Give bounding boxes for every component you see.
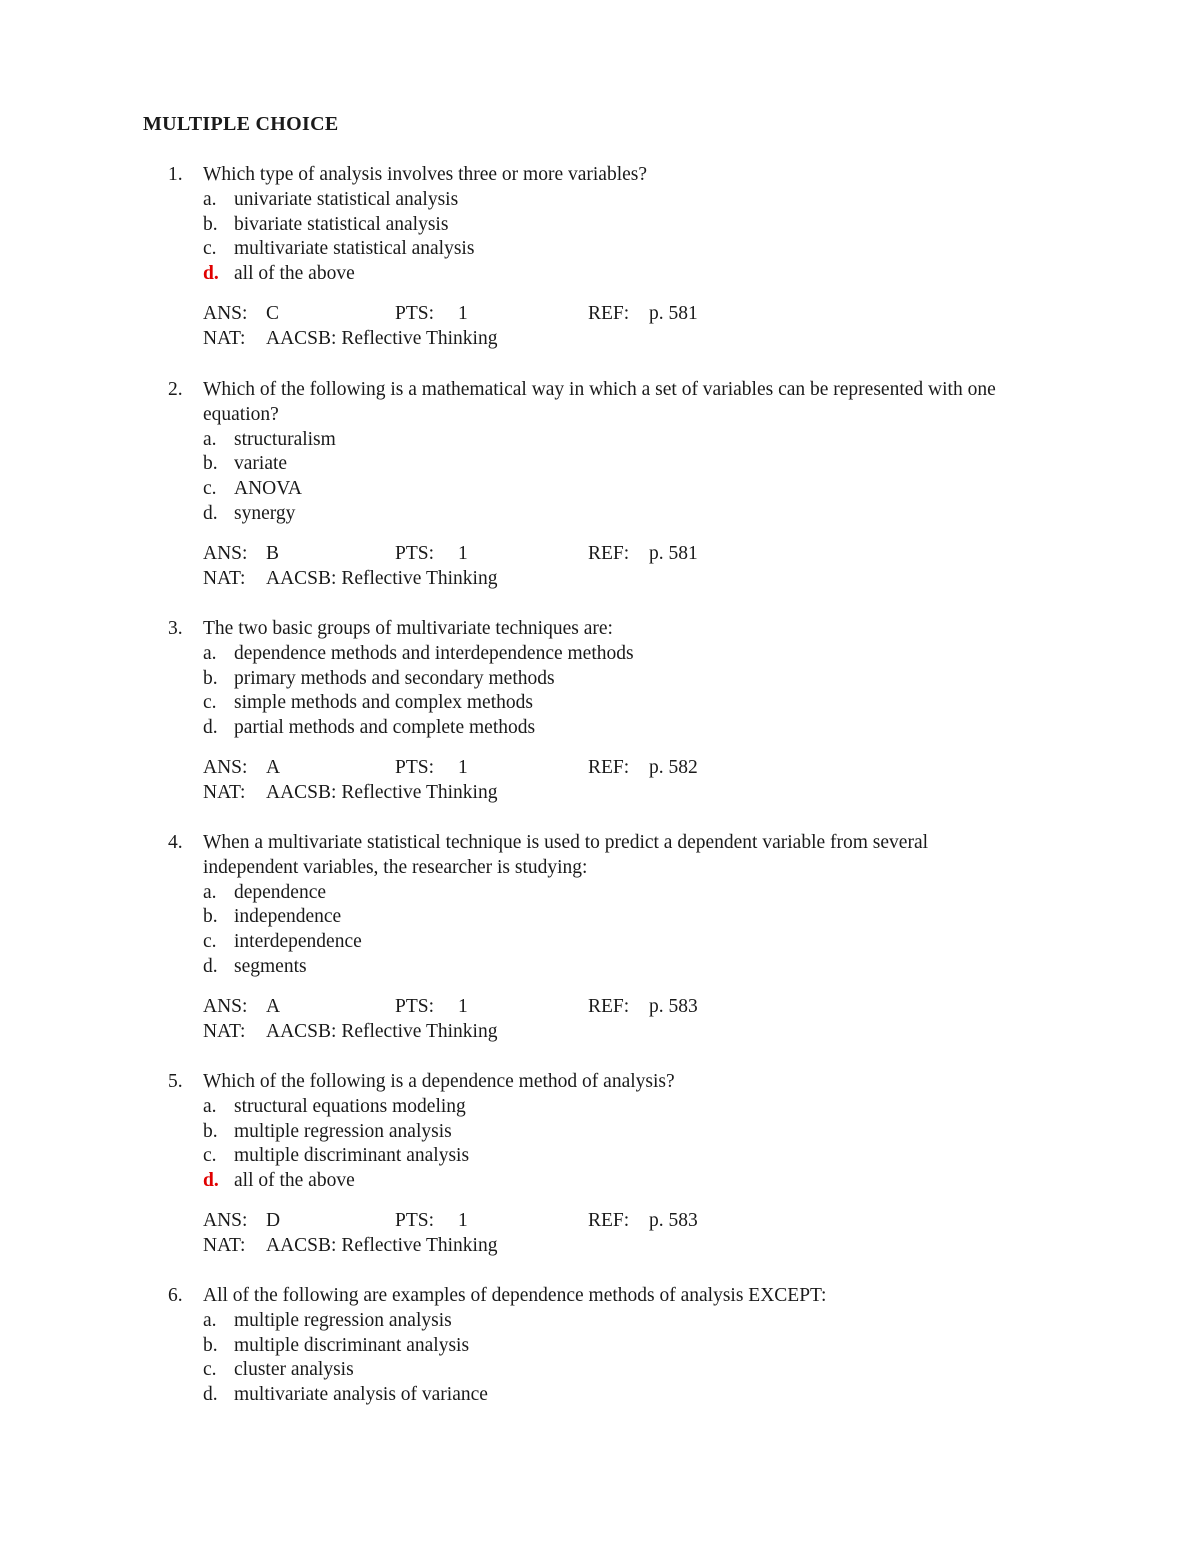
- question-number: 6.: [168, 1285, 183, 1306]
- question-text: [203, 1069, 1103, 1094]
- pts-label: PTS:: [395, 542, 435, 564]
- question-text-line: All of the following are examples of dependence methods of analysis EXCEPT:: [203, 1285, 827, 1306]
- ref-value: p. 583: [649, 995, 698, 1017]
- nat-value: AACSB: Reflective Thinking: [266, 1020, 498, 1042]
- answer-metadata: [203, 541, 903, 591]
- nat-value: AACSB: Reflective Thinking: [266, 781, 498, 803]
- option-letter: a.: [203, 188, 217, 210]
- ref-label: REF:: [588, 542, 630, 564]
- option-text: multiple discriminant analysis: [234, 1145, 470, 1167]
- option-text: dependence methods and interdependence methods: [234, 642, 634, 664]
- nat-value: AACSB: Reflective Thinking: [266, 567, 498, 589]
- option-letter: c.: [203, 692, 217, 714]
- question-number: 1.: [168, 164, 183, 185]
- option-text: segments: [234, 955, 307, 977]
- ans-value: A: [266, 995, 281, 1017]
- ans-label: ANS:: [203, 302, 248, 324]
- ref-label: REF:: [588, 756, 630, 778]
- ans-label: ANS:: [203, 756, 248, 778]
- option-text: structural equations modeling: [234, 1095, 466, 1117]
- pts-value: 1: [458, 995, 468, 1017]
- option-text: all of the above: [234, 1170, 355, 1191]
- ref-label: REF:: [588, 995, 630, 1017]
- question-text: [203, 616, 1103, 641]
- option-text: bivariate statistical analysis: [234, 213, 449, 235]
- nat-label: NAT:: [203, 1020, 246, 1042]
- question-number: 2.: [168, 379, 183, 400]
- option-text: simple methods and complex methods: [234, 692, 533, 714]
- ans-value: A: [266, 756, 281, 778]
- option-letter: b.: [203, 453, 218, 475]
- option-text: multiple discriminant analysis: [234, 1334, 470, 1356]
- option-letter: c.: [203, 1359, 217, 1381]
- option-letter: c.: [203, 1145, 217, 1167]
- option-text: multiple regression analysis: [234, 1120, 452, 1142]
- option-letter: c.: [203, 931, 217, 952]
- ans-value: B: [266, 542, 280, 564]
- option-letter: d.: [203, 1384, 218, 1405]
- option-letter: b.: [203, 906, 218, 928]
- option-text: multiple regression analysis: [234, 1309, 452, 1331]
- answer-metadata: [203, 994, 903, 1044]
- ref-label: REF:: [588, 1209, 630, 1231]
- option-letter: b.: [203, 667, 218, 689]
- option-text: synergy: [234, 502, 296, 524]
- ans-label: ANS:: [203, 1209, 248, 1231]
- option-letter: d.: [203, 955, 218, 977]
- ans-label: ANS:: [203, 995, 248, 1017]
- question-number: 5.: [168, 1071, 183, 1092]
- question-text: [203, 162, 1103, 187]
- nat-label: NAT:: [203, 781, 246, 803]
- option-text: multivariate analysis of variance: [234, 1384, 488, 1405]
- option-text: partial methods and complete methods: [234, 717, 536, 738]
- option-letter: d.: [203, 717, 218, 738]
- nat-value: AACSB: Reflective Thinking: [266, 327, 498, 349]
- nat-value: AACSB: Reflective Thinking: [266, 1234, 498, 1256]
- nat-label: NAT:: [203, 567, 246, 589]
- pts-value: 1: [458, 542, 468, 564]
- pts-label: PTS:: [395, 756, 435, 778]
- question-number: 3.: [168, 618, 183, 639]
- nat-label: NAT:: [203, 327, 246, 349]
- option-letter: c.: [203, 238, 217, 260]
- option-text: structuralism: [234, 428, 336, 450]
- option-letter: a.: [203, 642, 217, 664]
- option-letter: d.: [203, 502, 218, 524]
- question-text-line: When a multivariate statistical technique is used to predict a dependent variable from several: [203, 832, 929, 853]
- question-text: [203, 1283, 1103, 1308]
- option-letter: d.: [203, 1170, 219, 1191]
- option-text: univariate statistical analysis: [234, 188, 459, 210]
- question-text-line: Which type of analysis involves three or more variables?: [203, 164, 648, 185]
- answer-metadata: [203, 755, 903, 805]
- option-letter: b.: [203, 1334, 218, 1356]
- option-letter: a.: [203, 1309, 217, 1331]
- question-text-line: Which of the following is a mathematical way in which a set of variables can be represented with one: [203, 379, 996, 400]
- nat-label: NAT:: [203, 1234, 246, 1256]
- option-text: all of the above: [234, 263, 355, 284]
- question-text-line: equation?: [203, 404, 279, 425]
- question-text: [203, 830, 1103, 880]
- option-letter: a.: [203, 881, 217, 903]
- option-text: multivariate statistical analysis: [234, 238, 475, 260]
- answer-metadata: [203, 301, 903, 351]
- option-text: primary methods and secondary methods: [234, 667, 555, 689]
- question-text-line: The two basic groups of multivariate techniques are:: [203, 618, 613, 639]
- ref-label: REF:: [588, 302, 630, 324]
- question-text-line: Which of the following is a dependence method of analysis?: [203, 1071, 675, 1092]
- ref-value: p. 581: [649, 542, 698, 564]
- option-text: dependence: [234, 881, 327, 903]
- option-letter: a.: [203, 428, 217, 450]
- option-letter: c.: [203, 478, 217, 499]
- option-text: cluster analysis: [234, 1359, 354, 1381]
- pts-value: 1: [458, 302, 468, 324]
- pts-label: PTS:: [395, 1209, 435, 1231]
- pts-label: PTS:: [395, 995, 435, 1017]
- ans-label: ANS:: [203, 542, 248, 564]
- option-letter: b.: [203, 1120, 218, 1142]
- option-text: interdependence: [234, 931, 362, 952]
- question-text-line: independent variables, the researcher is studying:: [203, 857, 588, 878]
- question-number: 4.: [168, 832, 183, 853]
- ref-value: p. 582: [649, 756, 698, 778]
- option-text: ANOVA: [234, 478, 302, 499]
- ans-value: D: [266, 1209, 281, 1231]
- option-text: variate: [234, 453, 288, 475]
- section-title: MULTIPLE CHOICE: [143, 113, 339, 135]
- answer-metadata: [203, 1208, 903, 1258]
- option-text: independence: [234, 906, 342, 928]
- option-letter: b.: [203, 213, 218, 235]
- option-letter: d.: [203, 263, 219, 284]
- pts-label: PTS:: [395, 302, 435, 324]
- pts-value: 1: [458, 1209, 468, 1231]
- ref-value: p. 581: [649, 302, 698, 324]
- ref-value: p. 583: [649, 1209, 698, 1231]
- ans-value: C: [266, 302, 280, 324]
- option-letter: a.: [203, 1095, 217, 1117]
- pts-value: 1: [458, 756, 468, 778]
- question-text: [203, 377, 1103, 427]
